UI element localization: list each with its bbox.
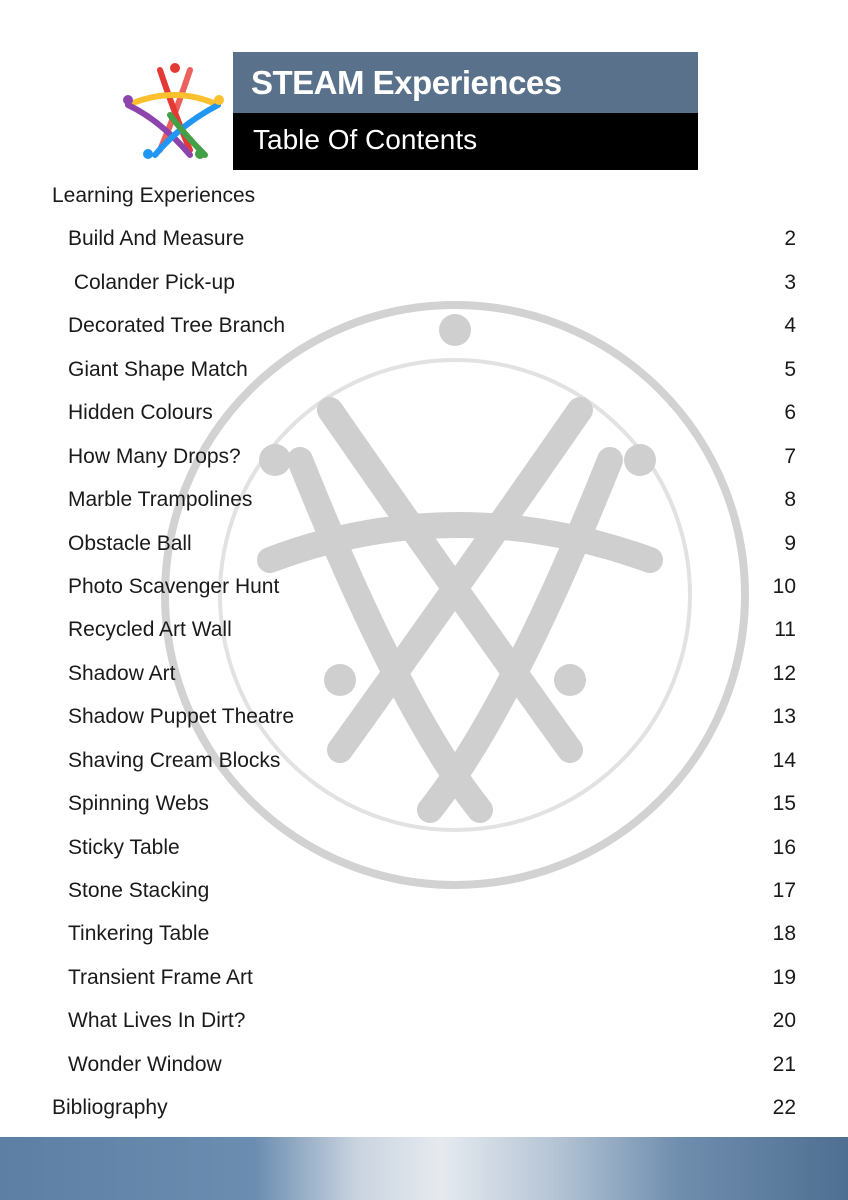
toc-entry-page: 12 (772, 661, 796, 685)
toc-entry-title: Colander Pick-up (68, 270, 235, 294)
page-subtitle: Table Of Contents (253, 124, 478, 155)
toc-entry-page: 18 (772, 922, 796, 946)
toc-entry[interactable] (0, 826, 848, 869)
toc-entry[interactable] (0, 522, 848, 565)
page-title: STEAM Experiences (251, 64, 562, 101)
toc-entry-page: 5 (784, 357, 796, 381)
toc-entry-title: Transient Frame Art (68, 965, 253, 989)
toc-entry[interactable] (0, 261, 848, 304)
toc-entry-title: Marble Trampolines (68, 488, 253, 512)
toc-entry[interactable] (0, 348, 848, 391)
toc-entry-title: Shadow Puppet Theatre (68, 705, 295, 729)
toc-entries (0, 217, 848, 1086)
toc-entry[interactable] (0, 608, 848, 651)
toc-entry-page: 4 (784, 314, 796, 338)
footer-sky-image (0, 1137, 848, 1200)
toc-entry-page: 7 (784, 444, 796, 468)
toc-entry-page: 9 (784, 531, 796, 555)
toc-entry[interactable] (0, 695, 848, 738)
table-of-contents (0, 174, 848, 1130)
toc-entry-page: 11 (774, 618, 796, 642)
toc-entry[interactable] (0, 956, 848, 999)
toc-entry-page: 17 (772, 879, 796, 902)
toc-entry[interactable] (0, 739, 848, 782)
toc-entry-title: Spinning Webs (68, 792, 209, 816)
toc-entry[interactable] (0, 478, 848, 521)
toc-entry-bibliography[interactable] (0, 1086, 848, 1129)
toc-entry-page: 2 (784, 227, 796, 251)
toc-entry-page: 13 (772, 705, 796, 729)
toc-entry[interactable] (0, 652, 848, 695)
toc-entry-title: What Lives In Dirt? (68, 1009, 246, 1033)
toc-entry-title: Build And Measure (68, 227, 245, 251)
toc-entry-title: Decorated Tree Branch (68, 314, 286, 338)
toc-entry-title: How Many Drops? (68, 444, 241, 468)
toc-entry[interactable] (0, 435, 848, 478)
toc-entry-title: Photo Scavenger Hunt (68, 574, 280, 598)
logo-icon (120, 60, 226, 164)
toc-entry[interactable] (0, 391, 848, 434)
toc-entry-page: 15 (772, 792, 796, 816)
toc-entry[interactable] (0, 782, 848, 825)
toc-entry-page: 22 (772, 1096, 796, 1120)
toc-entry-title: Wonder Window (68, 1052, 222, 1076)
toc-entry-page: 6 (784, 401, 796, 425)
toc-entry-title: Recycled Art Wall (68, 618, 232, 642)
toc-entry-page: 19 (772, 965, 796, 989)
toc-entry-title: Stone Stacking (68, 879, 210, 902)
toc-entry-title: Shaving Cream Blocks (68, 748, 281, 772)
toc-entry-page: 21 (772, 1052, 796, 1076)
toc-entry[interactable] (0, 1043, 848, 1086)
toc-entry-title: Obstacle Ball (68, 531, 192, 555)
toc-entry-page: 16 (772, 835, 796, 859)
toc-entry[interactable] (0, 304, 848, 347)
section-label: Learning Experiences (52, 184, 256, 207)
toc-entry-page: 3 (784, 270, 796, 294)
toc-entry-title: Bibliography (52, 1096, 168, 1120)
toc-entry[interactable] (0, 565, 848, 608)
toc-entry[interactable] (0, 999, 848, 1042)
toc-entry[interactable] (0, 912, 848, 955)
toc-entry-title: Sticky Table (68, 835, 180, 859)
toc-entry-title: Giant Shape Match (68, 357, 248, 381)
toc-entry[interactable] (0, 217, 848, 260)
header-title-bar (233, 52, 698, 113)
toc-entry-title: Shadow Art (68, 661, 176, 685)
toc-entry-page: 20 (772, 1009, 796, 1033)
toc-entry-page: 14 (772, 748, 796, 772)
toc-entry-title: Hidden Colours (68, 401, 213, 425)
toc-entry-page: 10 (772, 574, 796, 598)
toc-entry[interactable] (0, 869, 848, 912)
header-subtitle-bar (233, 113, 698, 170)
toc-entry-title: Tinkering Table (68, 922, 210, 946)
toc-entry-page: 8 (784, 488, 796, 512)
toc-section-heading (0, 174, 848, 217)
